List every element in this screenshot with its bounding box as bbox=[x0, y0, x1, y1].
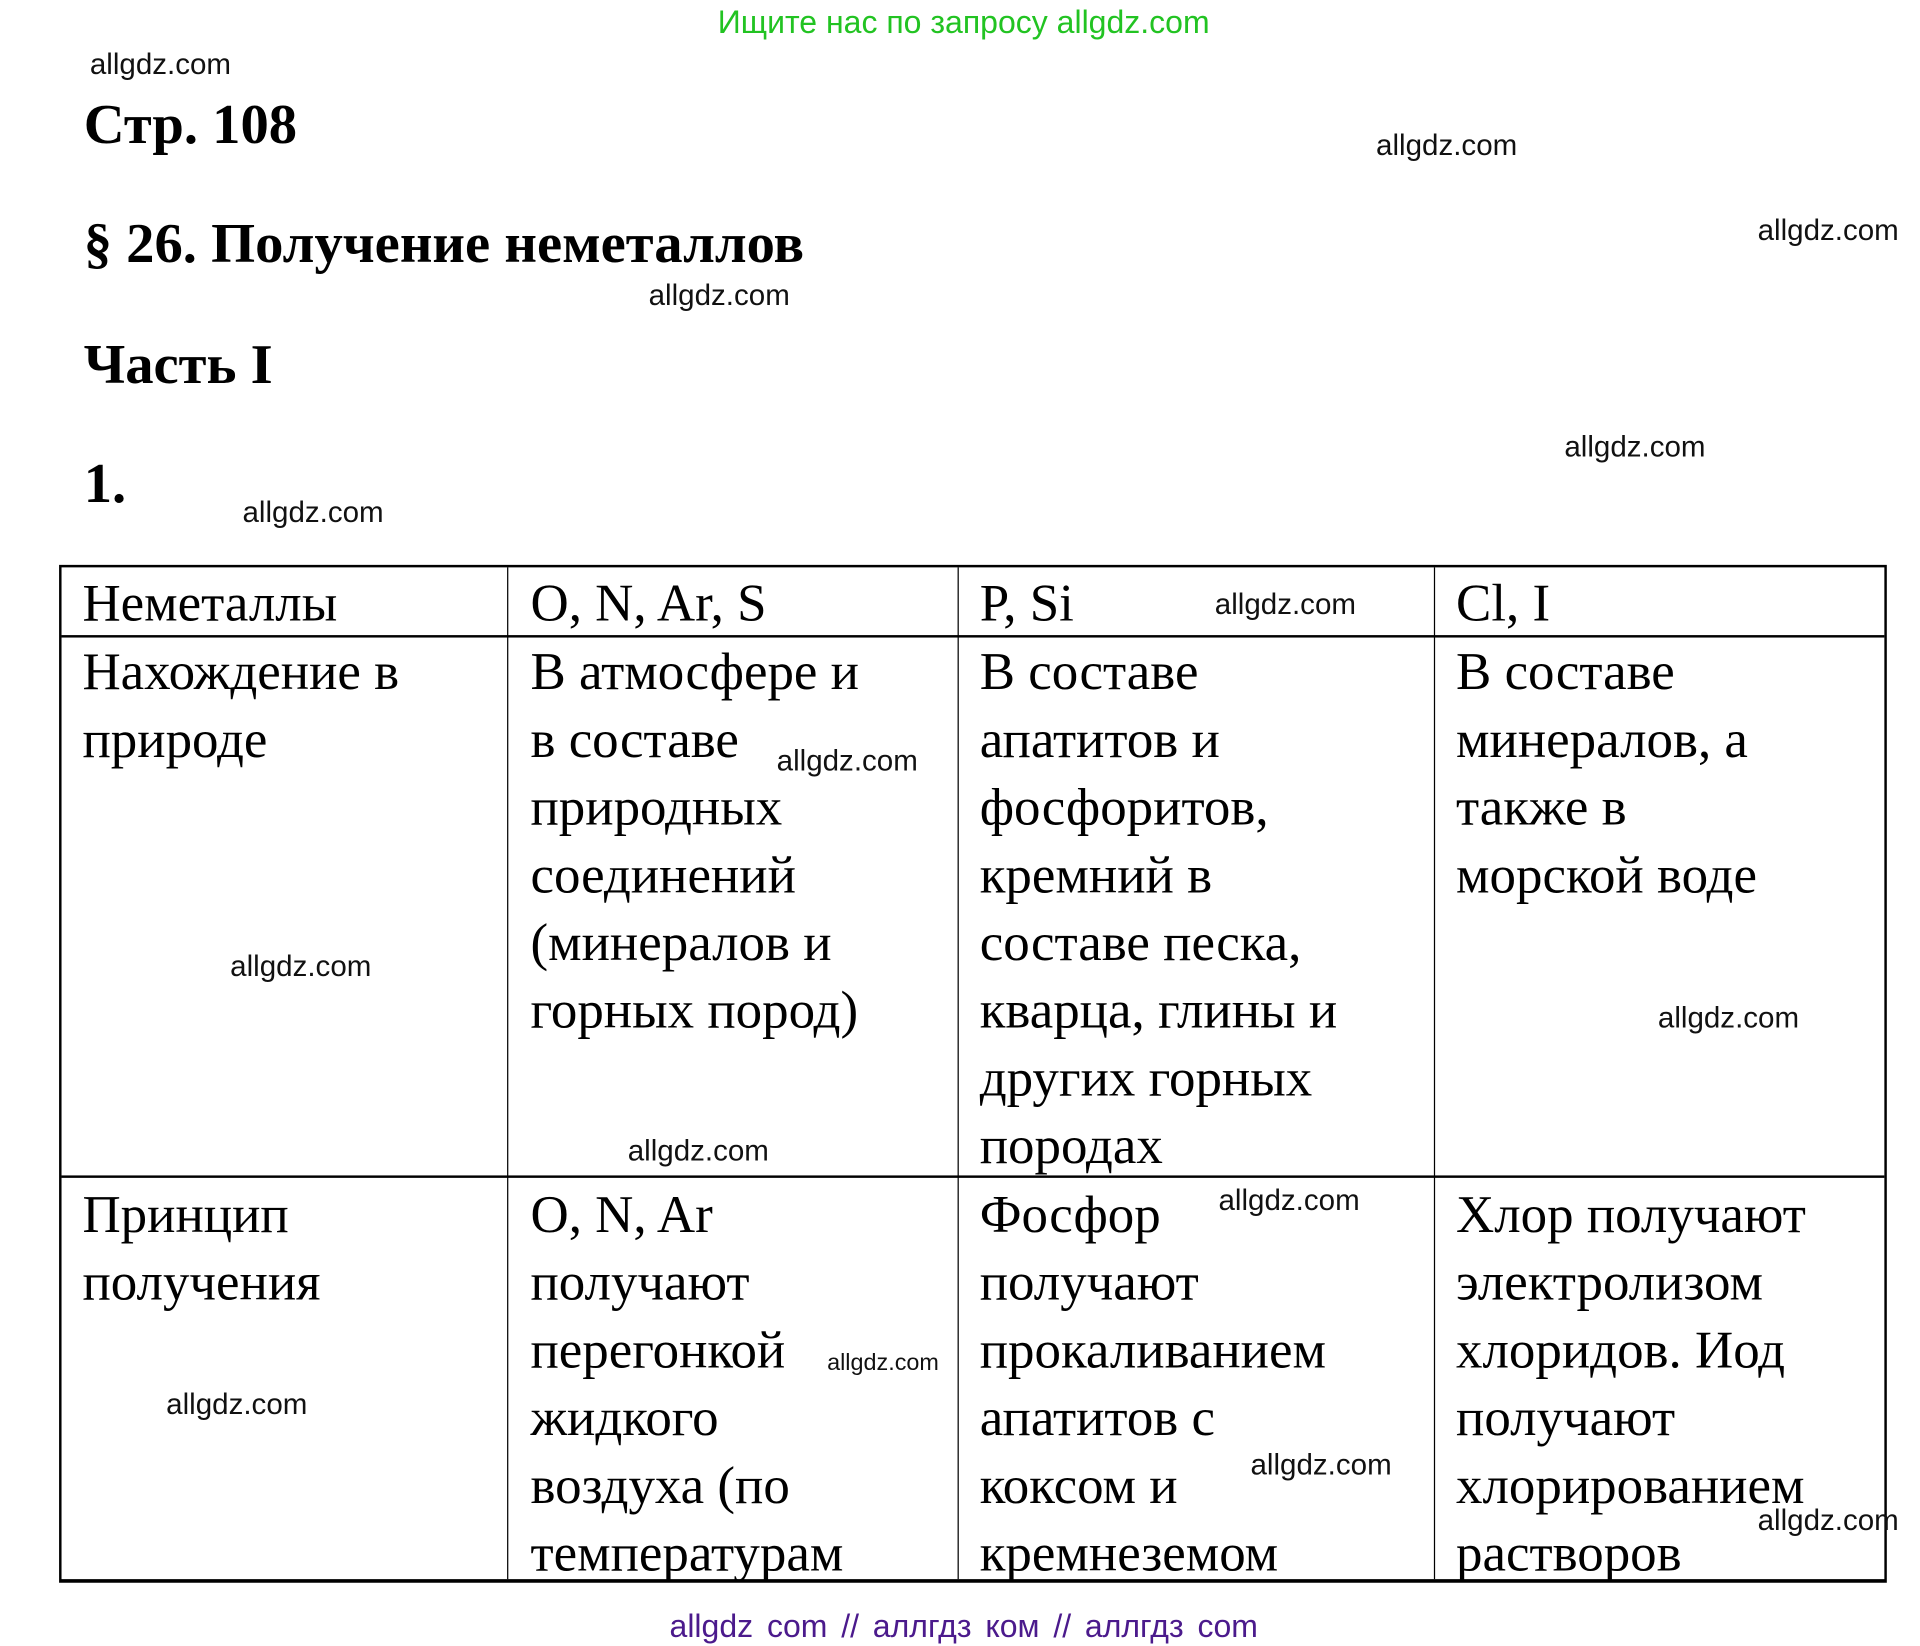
cell-line: получения bbox=[82, 1254, 321, 1313]
cell-line: хлоридов. Иод bbox=[1456, 1321, 1786, 1380]
header-cell: P, Si bbox=[979, 574, 1074, 633]
cell-line: В составе bbox=[1456, 643, 1675, 702]
cell-line: горных пород) bbox=[530, 982, 859, 1041]
cell-line: воздуха (по bbox=[530, 1457, 790, 1516]
cell-line: получают bbox=[1456, 1389, 1676, 1448]
cell-line: кремний в bbox=[979, 846, 1213, 905]
table-cell bbox=[1456, 1182, 1806, 1588]
cell-line: Нахождение в bbox=[82, 643, 400, 702]
row-label-occurrence bbox=[82, 639, 399, 774]
cell-line: морской воде bbox=[1456, 846, 1757, 905]
cell-line: кварца, глины и bbox=[979, 982, 1338, 1041]
page-label: Стр. 108 bbox=[83, 92, 298, 156]
task-number: 1. bbox=[83, 451, 127, 515]
cell-line: также в bbox=[1456, 779, 1627, 837]
watermark: allgdz.com bbox=[1757, 214, 1899, 248]
cell-line: соединений bbox=[530, 846, 796, 905]
table-cell bbox=[530, 1182, 843, 1588]
cell-line: породах bbox=[979, 1117, 1163, 1176]
cell-line: растворов bbox=[1456, 1524, 1682, 1583]
cell-line: коксом и bbox=[979, 1457, 1178, 1516]
table-cell bbox=[1456, 639, 1757, 910]
cell-line: апатитов с bbox=[979, 1389, 1216, 1448]
cell-line: составе песка, bbox=[979, 914, 1302, 973]
watermark: allgdz.com bbox=[1218, 1184, 1360, 1218]
watermark: allgdz.com bbox=[1376, 129, 1518, 163]
cell-line: других горных bbox=[979, 1049, 1313, 1108]
cell-line: получают bbox=[979, 1254, 1199, 1313]
header-cell: O, N, Ar, S bbox=[530, 574, 767, 633]
cell-line: электролизом bbox=[1456, 1254, 1764, 1313]
cell-line: Принцип bbox=[82, 1186, 289, 1245]
row-label-production bbox=[82, 1182, 320, 1317]
watermark: allgdz.com bbox=[1564, 430, 1706, 465]
table-cell bbox=[530, 639, 858, 1045]
watermark: allgdz.com bbox=[166, 1388, 308, 1422]
cell-line: апатитов и bbox=[979, 711, 1220, 770]
header-cell: Неметаллы bbox=[82, 574, 338, 633]
cell-line: хлорированием bbox=[1456, 1457, 1805, 1516]
watermark: allgdz.com bbox=[230, 950, 372, 984]
cell-line: природных bbox=[530, 779, 783, 837]
table-cell bbox=[980, 1182, 1326, 1588]
cell-line: прокаливанием bbox=[979, 1321, 1326, 1380]
watermark: allgdz.com bbox=[1657, 1001, 1800, 1036]
cell-line: Хлор получают bbox=[1456, 1186, 1806, 1245]
cell-line: (минералов и bbox=[530, 914, 832, 973]
cell-line: получают bbox=[530, 1254, 750, 1313]
watermark: allgdz.com bbox=[776, 744, 918, 778]
watermark: allgdz.com bbox=[1250, 1448, 1392, 1482]
section-title: § 26. Получение неметаллов bbox=[83, 211, 805, 275]
cell-line: кремнеземом bbox=[979, 1524, 1279, 1583]
watermark: allgdz.com bbox=[648, 279, 790, 313]
cell-line: Фосфор bbox=[979, 1186, 1161, 1245]
header-cell: Cl, I bbox=[1456, 574, 1551, 633]
watermark: allgdz.com bbox=[827, 1350, 939, 1377]
cell-line: перегонкой bbox=[530, 1321, 786, 1380]
cell-line: в составе bbox=[530, 711, 739, 770]
nonmetals-table bbox=[59, 565, 1887, 1583]
table-cell bbox=[980, 639, 1337, 1181]
part-title: Часть I bbox=[83, 332, 273, 396]
cell-line: В составе bbox=[979, 643, 1199, 702]
cell-line: температурам bbox=[530, 1524, 844, 1583]
cell-line: жидкого bbox=[530, 1389, 719, 1448]
cell-line: природе bbox=[82, 711, 268, 770]
cell-line: минералов, а bbox=[1456, 711, 1748, 770]
watermark: allgdz.com bbox=[89, 48, 232, 82]
watermark: allgdz.com bbox=[627, 1134, 769, 1169]
watermark: allgdz.com bbox=[1214, 588, 1356, 622]
watermark: allgdz.com bbox=[242, 496, 384, 530]
cell-line: фосфоритов, bbox=[979, 779, 1269, 837]
cell-line: O, N, Ar bbox=[530, 1186, 713, 1245]
cell-line: В атмосфере и bbox=[530, 643, 859, 702]
search-banner[interactable]: Ищите нас по запросу allgdz.com bbox=[717, 3, 1210, 41]
watermark: allgdz.com bbox=[1757, 1504, 1899, 1538]
footer-links[interactable]: allgdz com // аллгдз ком // аллгдз com bbox=[669, 1607, 1258, 1645]
